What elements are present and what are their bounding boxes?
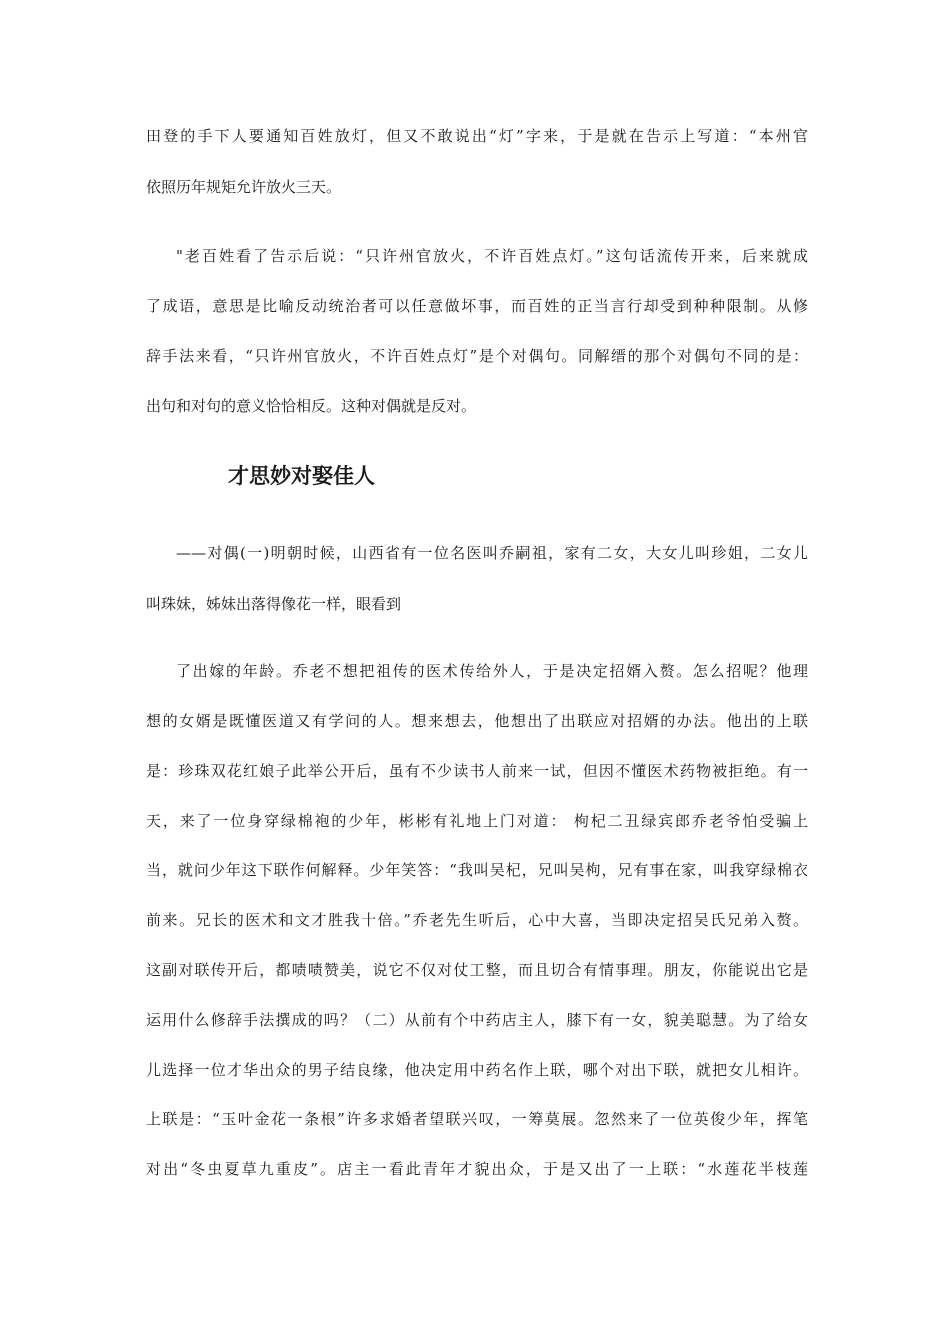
text-line: 叫珠妹，姊妹出落得像花一样，眼看到: [146, 595, 402, 613]
text-line: 儿选择一位才华出众的男子结良缘，他决定用中药名作上联，哪个对出下联，就把女儿相许。: [146, 1061, 808, 1079]
text-line: "老百姓看了告示后说：“只许州官放火，不许百姓点灯。”这句话流传开来，后来就成: [176, 247, 808, 265]
text-line: 田登的手下人要通知百姓放灯，但又不敢说出“灯”字来，于是就在告示上写道：“本州官: [146, 127, 808, 145]
text-line: 依照历年规矩允许放火三天。: [146, 178, 342, 196]
text-line: 上联是：“玉叶金花一条根”许多求婚者望联兴叹，一筹莫展。忽然来了一位英俊少年，挥笔: [146, 1110, 808, 1128]
text-line: 想的女婿是既懂医道又有学问的人。想来想去，他想出了出联应对招婿的办法。他出的上联: [146, 712, 808, 730]
text-line: 是：珍珠双花红娘子此举公开后，虽有不少读书人前来一试，但因不懂医术药物被拒绝。有一: [146, 762, 808, 780]
text-line: 了成语，意思是比喻反动统治者可以任意做坏事，而百姓的正当言行却受到种种限制。从修: [146, 297, 808, 315]
text-line: 对出“冬虫夏草九重皮”。店主一看此青年才貌出众，于是又出了一上联：“水莲花半枝莲: [146, 1160, 808, 1178]
text-line: 出句和对句的意义恰恰相反。这种对偶就是反对。: [146, 397, 477, 415]
text-line: ——对偶(一)明朝时候，山西省有一位名医叫乔嗣祖，家有二女，大女儿叫珍姐，二女儿: [176, 544, 808, 562]
text-line: 了出嫁的年龄。乔老不想把祖传的医术传给外人，于是决定招婿入赘。怎么招呢？他理: [176, 662, 808, 680]
text-line: 天，来了一位身穿绿棉袍的少年，彬彬有礼地上门对道： 枸杞二丑绿宾郎乔老爷怕受骗上: [146, 812, 808, 830]
text-line: 这副对联传开后，都啧啧赞美，说它不仅对仗工整，而且切合有情事理。朋友，你能说出它是: [146, 961, 808, 979]
text-line: 前来。兄长的医术和文才胜我十倍。”乔老先生听后，心中大喜，当即决定招吴氏兄弟入赘。: [146, 911, 808, 929]
section-heading: 才思妙对娶佳人: [228, 464, 375, 488]
text-line: 当，就问少年这下联作何解释。少年笑答：“我叫吴杞，兄叫吴枸，兄有事在家，叫我穿绿棉衣: [146, 861, 808, 879]
text-line: 运用什么修辞手法撰成的吗？（二）从前有个中药店主人，膝下有一女，貌美聪慧。为了给女: [146, 1011, 808, 1029]
text-line: 辞手法来看，“只许州官放火，不许百姓点灯”是个对偶句。同解缙的那个对偶句不同的是：: [146, 347, 808, 365]
